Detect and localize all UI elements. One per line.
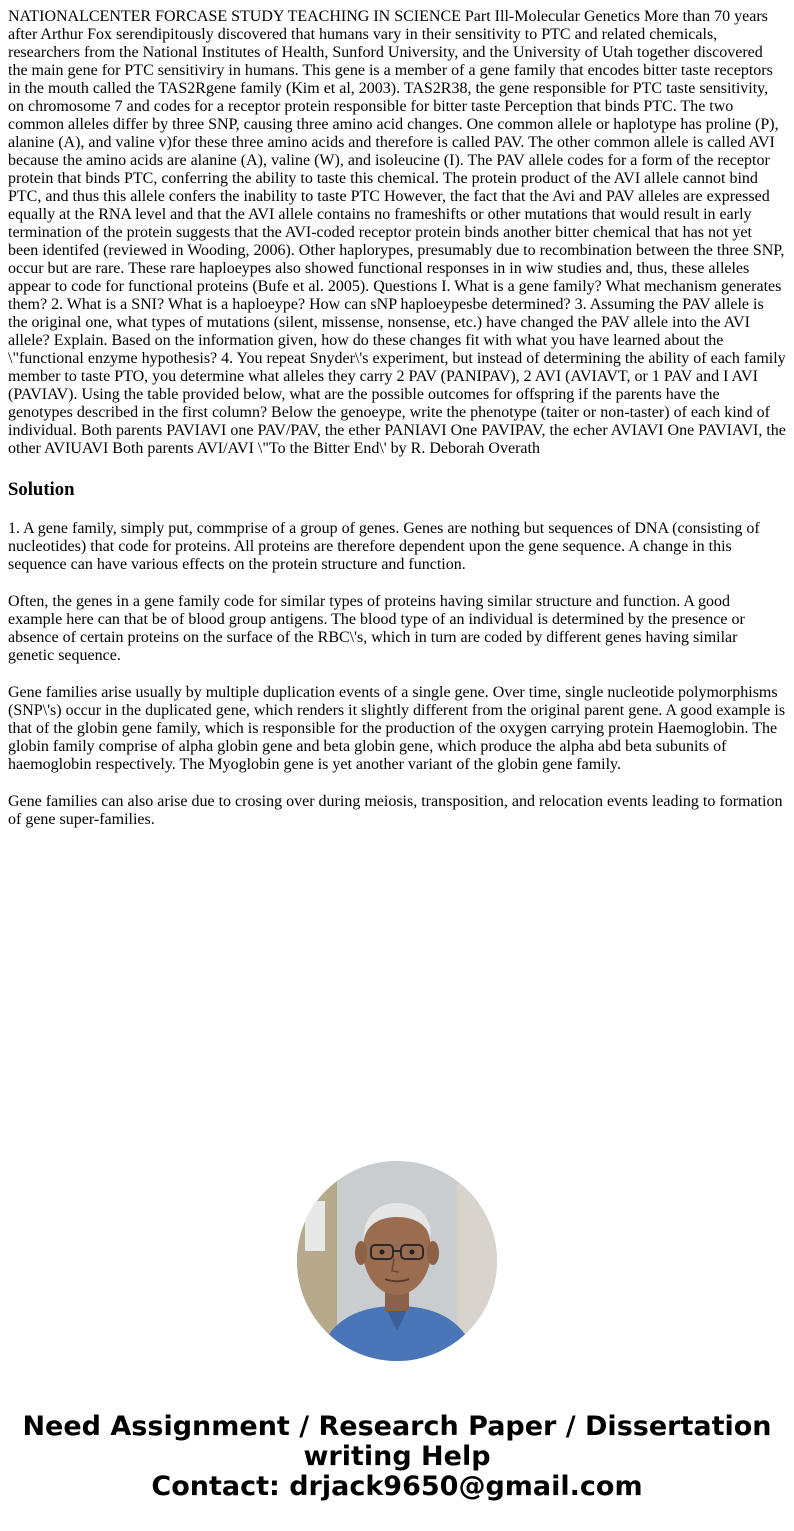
- promo-line-1: Need Assignment / Research Paper / Dissertation: [22, 1411, 772, 1442]
- promo-line-2: writing Help: [303, 1441, 491, 1472]
- solution-paragraph: Gene families arise usually by multiple duplication events of a single gene. Over time, single nucleotide polymorphisms (SNP\'s) occur in the duplicated gene, which renders it slightly different from the original parent gene. A good example is that of the globin gene family, which is responsible for the production of the oxygen carrying protein Haemoglobin. The globin family comprise of alpha globin gene and beta globin gene, which produce the alpha abd beta subunits of haemoglobin respectively. The Myoglobin gene is yet another variant of the globin gene family.: [8, 684, 786, 773]
- solution-paragraph: Often, the genes in a gene family code for similar types of proteins having similar structure and function. A good example here can that be of blood group antigens. The blood type of an individual is determined by the presence or absence of certain proteins on the surface of the RBC\'s, which in turn are coded by different genes having similar genetic sequence.: [8, 593, 745, 664]
- question-text: NATIONALCENTER FORCASE STUDY TEACHING IN SCIENCE Part Ill-Molecular Genetics More than 70 years after Arthur Fox serendipitously discovered that humans vary in their sensitivity to PTC and related chemicals, researchers from the National Institutes of Health, Sunford University, and the University of Utah together discovered the main gene for PTC sensitiviry in humans. This gene is a member of a gene family that encodes bitter taste receptors in the mouth called the TAS2Rgene family (Kim et al, 2003). TAS2R38, the gene responsible for PTC taste sensitivity, on chromosome 7 and codes for a receptor protein responsible for bitter taste Perception that binds PTC. The two common alleles differ by three SNP, causing three amino acid changes. One common allele or haplotype has proline (P), alanine (A), and valine v)for these three amino acids and therefore is called PAV. The other common allele is called AVI because the amino acids are alanine (A), valine (W), and isoleucine (I). The PAV allele codes for a form of the receptor protein that binds PTC, conferring the ability to taste this chemical. The protein product of the AVI allele cannot bind PTC, and thus this allele confers the inability to taste PTC However, the fact that the Avi and PAV alleles are expressed equally at the RNA level and that the AVI allele contains no frameshifts or other mutations that would result in early termination of the protein suggests that the AVI-coded receptor protein binds another bitter chemical that has not yet been identifed (reviewed in Wooding, 2006). Other haplorypes, presumably due to recombination between the three SNP, occur but are rare. These rare haploeypes also showed functional responses in in wiw studies and, thus, these alleles appear to code for functional proteins (Bufe et al. 2005). Questions I. What is a gene family? What mechanism generates them? 2. What is a SNI? What is a haploeype? How can sNP haploeypesbe determined? 3. Assuming the PAV allele is the original one, what types of mutations (silent, missense, nonsense, etc.) have changed the PAV allele into the AVI allele? Explain. Based on the information given, how do these changes fit with what you have learned about the \"functional enzyme hypothesis? 4. You repeat Snyder\'s experiment, but instead of determining the ability of each family member to taste PTO, you determine what alleles they carry 2 PAV (PANIPAV), 2 AVI (AVIAVT, or 1 PAV and I AVI (PAVIAV). Using the table provided below, what are the possible outcomes for offspring if the parents have the genotypes described in the first column? Below the genoeype, write the phenotype (taiter or non-taster) of each kind of individual. Both parents PAVIAVI one PAV/PAV, the ether PANIAVI One PAVIPAV, the echer AVIAVI One PAVIAVI, the other AVIUAVI Both parents AVI/AVI \"To the Bitter End\' by R. Deborah Overath: [8, 8, 786, 457]
- author-avatar: [297, 1161, 497, 1361]
- solution-heading: Solution: [8, 479, 75, 500]
- author-portrait-icon: [297, 1161, 497, 1361]
- promo-contact: Contact: drjack9650@gmail.com: [151, 1471, 643, 1502]
- solution-body: [0, 520, 794, 829]
- solution-paragraph: Gene families can also arise due to crosing over during meiosis, transposition, and relocation events leading to formation of gene super-families.: [8, 793, 783, 828]
- promo-banner: [0, 1412, 794, 1502]
- solution-paragraph: 1. A gene family, simply put, commprise of a group of genes. Genes are nothing but sequences of DNA (consisting of nucleotides) that code for proteins. All proteins are therefore dependent upon the gene sequence. A change in this sequence can have various effects on the protein structure and function.: [8, 520, 760, 573]
